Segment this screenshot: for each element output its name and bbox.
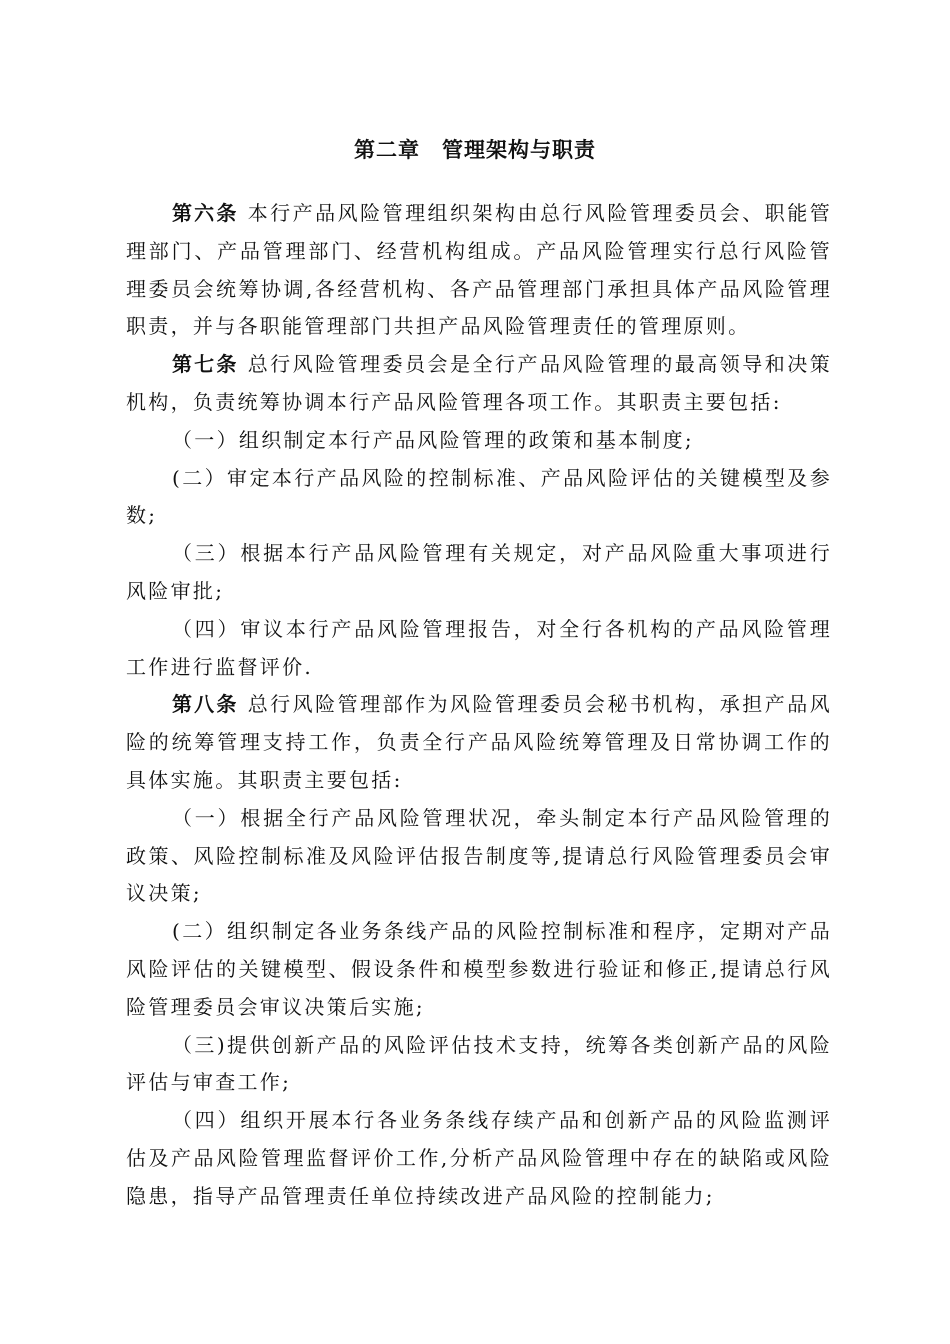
chapter-name: 管理架构与职责 (442, 137, 596, 162)
document-body (126, 195, 832, 1216)
article-8-item-3 (126, 1027, 832, 1103)
item-text: （一）组织制定本行产品风险管理的政策和基本制度; (172, 427, 694, 452)
item-text: （三)提供创新产品的风险评估技术支持，统筹各类创新产品的风险评估与审查工作; (126, 1032, 832, 1095)
article-7-item-1 (126, 422, 832, 460)
article-text: 总行风险管理部作为风险管理委员会秘书机构，承担产品风险的统筹管理支持工作，负责全行产品风险统筹管理及日常协调工作的具体实施。其职责主要包括: (126, 692, 833, 792)
article-text: 总行风险管理委员会是全行产品风险管理的最高领导和决策机构，负责统筹协调本行产品风险管理各项工作。其职责主要包括: (126, 352, 833, 414)
article-label: 第八条 (172, 692, 239, 717)
article-7-item-4 (126, 611, 832, 687)
item-text: (二）组织制定各业务条线产品的风险控制标准和程序，定期对产品风险评估的关键模型、假设条件和模型参数进行验证和修正,提请总行风险管理委员会审议决策后实施; (126, 919, 832, 1019)
item-text: （一）根据全行产品风险管理状况，牵头制定本行产品风险管理的政策、风险控制标准及风险评估报告制度等,提请总行风险管理委员会审议决策; (126, 805, 832, 906)
article-8 (126, 686, 832, 799)
article-text: 本行产品风险管理组织架构由总行风险管理委员会、职能管理部门、产品管理部门、经营机构组成。产品风险管理实行总行风险管理委员会统筹协调,各经营机构、各产品管理部门承担具体产品风险管理职责，并与各职能管理部门共担产品风险管理责任的管理原则。 (126, 201, 833, 339)
item-text: （四）组织开展本行各业务条线存续产品和创新产品的风险监测评估及产品风险管理监督评价工作,分析产品风险管理中存在的缺陷或风险隐患，指导产品管理责任单位持续改进产品风险的控制能力; (126, 1108, 832, 1208)
article-7 (126, 346, 832, 422)
article-7-item-2 (126, 460, 832, 536)
chapter-title (0, 133, 950, 167)
item-text: （四）审议本行产品风险管理报告，对全行各机构的产品风险管理工作进行监督评价. (126, 616, 832, 679)
article-label: 第七条 (172, 352, 239, 377)
item-text: (二）审定本行产品风险的控制标准、产品风险评估的关键模型及参数; (126, 465, 832, 528)
article-label: 第六条 (172, 201, 239, 225)
article-8-item-1 (126, 800, 832, 913)
chapter-number: 第二章 (354, 137, 420, 162)
article-8-item-4 (126, 1102, 832, 1215)
article-6 (126, 195, 832, 346)
article-8-item-2 (126, 913, 832, 1026)
article-7-item-3 (126, 535, 832, 611)
item-text: （三）根据本行产品风险管理有关规定，对产品风险重大事项进行风险审批; (126, 541, 832, 603)
